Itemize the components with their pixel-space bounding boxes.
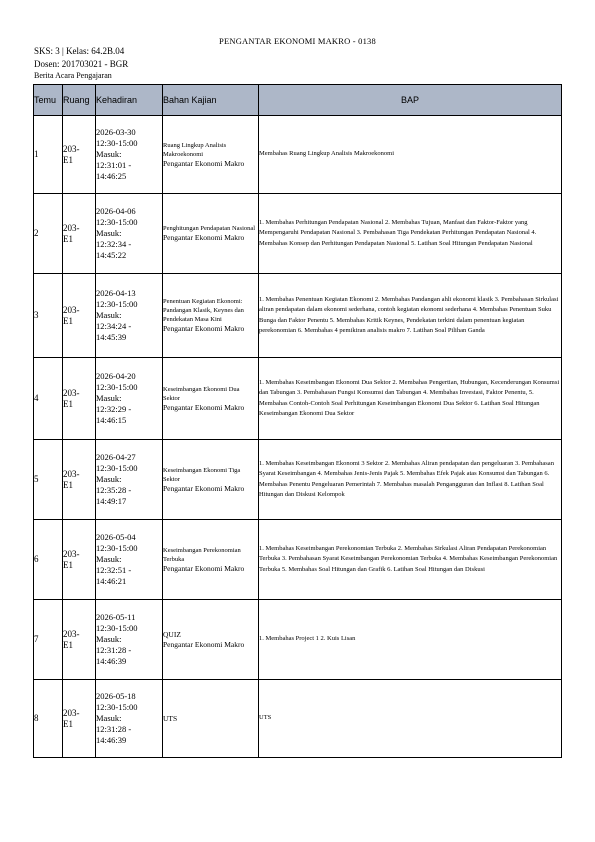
- table-row: [34, 680, 562, 758]
- dosen-line: Dosen: 201703021 - BGR: [34, 59, 129, 69]
- header-bahan-kajian: Bahan Kajian: [163, 85, 259, 116]
- sks-kelas-line: SKS: 3 | Kelas: 64.2B.04: [34, 46, 125, 56]
- kehadiran-schedule: 12:30-15:00: [96, 702, 138, 712]
- cell-ruang: [63, 600, 96, 680]
- kehadiran-date: 2026-04-27: [96, 452, 136, 462]
- kehadiran-keluar-time: 14:49:17: [96, 496, 127, 506]
- cell-ruang: [63, 520, 96, 600]
- kehadiran-keluar-time: 14:45:22: [96, 250, 127, 260]
- table-row: [34, 520, 562, 600]
- ruang-suffix: E1: [63, 315, 73, 326]
- bahan-course: Pengantar Ekonomi Makro: [163, 639, 245, 649]
- kehadiran-masuk-label: Masuk:: [96, 310, 122, 320]
- ruang-code: 203-: [63, 468, 80, 479]
- cell-kehadiran: [96, 600, 163, 680]
- ruang-code: 203-: [63, 707, 80, 718]
- cell-bahan-kajian: [163, 116, 259, 194]
- header-ruang: Ruang: [63, 85, 96, 116]
- bahan-topic: Penghitungan Pendapatan Nasional: [163, 225, 256, 232]
- kehadiran-masuk-label: Masuk:: [96, 554, 122, 564]
- cell-kehadiran: [96, 116, 163, 194]
- kehadiran-masuk-time: 12:35:28 -: [96, 485, 132, 495]
- kehadiran-keluar-time: 14:46:25: [96, 171, 127, 181]
- ruang-code: 203-: [63, 143, 80, 154]
- bahan-topic: Keseimbangan Perekonomian Terbuka: [163, 546, 241, 563]
- table-row: [34, 358, 562, 440]
- cell-temu: 1: [34, 116, 63, 194]
- kehadiran-masuk-label: Masuk:: [96, 713, 122, 723]
- kehadiran-masuk-label: Masuk:: [96, 149, 122, 159]
- cell-bap: 1. Membahas Keseimbangan Ekonomi Dua Sektor 2. Membahas Pengertian, Hubungan, Kecenderungan Konsumsi dan Tabungan 3. Pembahasan Fungsi Konsumsi dan Tabungan 4. Membahas Investasi, Faktor Penentu, 5. Membahas Contoh-Contoh Soal Perhitungan Keseimbangan Ekonomi Dua Sektor 6. Latihan Soal Hitungan Keseimbangan Ekonomi Dua Sektor: [259, 358, 562, 440]
- bahan-topic: Keseimbangan Ekonomi Tiga Sektor: [163, 466, 241, 483]
- kehadiran-date: 2026-05-18: [96, 691, 136, 701]
- cell-bap: 1. Membahas Perhitungan Pendapatan Nasional 2. Membahas Tujuan, Manfaat dan Faktor-Faktor yang Mempengaruhi Pendapatan Nasional 3. Pembahasan Tiga Pendekatan Perhitungan Pendapatan Nasional 4. Membahas Konsep dan Perhitungan Pendapatan Nasional 5. Latihan Soal Hitungan Pendapatan Nasional: [259, 194, 562, 274]
- kehadiran-masuk-time: 12:31:28 -: [96, 724, 132, 734]
- cell-temu: 3: [34, 274, 63, 358]
- kehadiran-schedule: 12:30-15:00: [96, 543, 138, 553]
- kehadiran-schedule: 12:30-15:00: [96, 623, 138, 633]
- kehadiran-date: 2026-03-30: [96, 127, 136, 137]
- cell-ruang: [63, 116, 96, 194]
- cell-temu: 2: [34, 194, 63, 274]
- bahan-topic: UTS: [163, 713, 178, 723]
- kehadiran-masuk-label: Masuk:: [96, 634, 122, 644]
- cell-bap: 1. Membahas Penentuan Kegiatan Ekonomi 2. Membahas Pandangan ahli ekonomi klasik 3. Pembahasan Sirkulasi aliran pendapatan dalam ekonomi sederhana, contoh kegiatan ekonomi sederhana 4. Membahas Penentuan Suku Bunga dan Faktor Penentu 5. Membahas Kritik Keynes, Pendekatan terkini dalam penentuan kegiatan perekonomian 6. Membahas 4 pemikiran analisis makro 7. Latihan Soal Pilihan Ganda: [259, 274, 562, 358]
- cell-kehadiran: [96, 194, 163, 274]
- cell-bap: UTS: [259, 680, 562, 758]
- kehadiran-masuk-label: Masuk:: [96, 474, 122, 484]
- cell-bahan-kajian: [163, 440, 259, 520]
- cell-ruang: [63, 358, 96, 440]
- table-row: [34, 116, 562, 194]
- bahan-course: Pengantar Ekonomi Makro: [163, 483, 245, 493]
- kehadiran-masuk-time: 12:31:28 -: [96, 645, 132, 655]
- kehadiran-schedule: 12:30-15:00: [96, 463, 138, 473]
- ruang-code: 203-: [63, 387, 80, 398]
- cell-bahan-kajian: [163, 274, 259, 358]
- kehadiran-schedule: 12:30-15:00: [96, 138, 138, 148]
- kehadiran-masuk-label: Masuk:: [96, 228, 122, 238]
- cell-ruang: [63, 440, 96, 520]
- bahan-course: Pengantar Ekonomi Makro: [163, 233, 245, 242]
- kehadiran-masuk-time: 12:32:29 -: [96, 404, 132, 414]
- cell-temu: 6: [34, 520, 63, 600]
- kehadiran-keluar-time: 14:46:15: [96, 415, 127, 425]
- table-row: [34, 194, 562, 274]
- cell-bahan-kajian: [163, 520, 259, 600]
- bahan-topic: QUIZ: [163, 629, 181, 639]
- cell-kehadiran: [96, 520, 163, 600]
- header-kehadiran: Kehadiran: [96, 85, 163, 116]
- kehadiran-date: 2026-04-06: [96, 206, 136, 216]
- berita-acara-label: Berita Acara Pengajaran: [34, 71, 112, 80]
- document-title: PENGANTAR EKONOMI MAKRO - 0138: [219, 36, 376, 46]
- kehadiran-masuk-time: 12:32:34 -: [96, 239, 132, 249]
- kehadiran-masuk-time: 12:31:01 -: [96, 160, 132, 170]
- kehadiran-schedule: 12:30-15:00: [96, 382, 138, 392]
- cell-bahan-kajian: [163, 194, 259, 274]
- kehadiran-keluar-time: 14:46:39: [96, 656, 127, 666]
- table-row: [34, 274, 562, 358]
- table-row: [34, 440, 562, 520]
- kehadiran-date: 2026-04-20: [96, 371, 136, 381]
- ruang-suffix: E1: [63, 639, 73, 650]
- bahan-topic: Ruang Lingkup Analisis Makroekonomi: [163, 141, 227, 158]
- cell-ruang: [63, 194, 96, 274]
- cell-kehadiran: [96, 274, 163, 358]
- kehadiran-schedule: 12:30-15:00: [96, 299, 138, 309]
- kehadiran-keluar-time: 14:46:21: [96, 576, 127, 586]
- header-bap: BAP: [259, 85, 562, 116]
- ruang-code: 203-: [63, 548, 80, 559]
- ruang-suffix: E1: [63, 233, 73, 244]
- cell-temu: 5: [34, 440, 63, 520]
- table-row: [34, 600, 562, 680]
- cell-ruang: [63, 274, 96, 358]
- bahan-topic: Keseimbangan Ekonomi Dua Sektor: [163, 385, 240, 402]
- cell-temu: 8: [34, 680, 63, 758]
- cell-temu: 7: [34, 600, 63, 680]
- bahan-course: Pengantar Ekonomi Makro: [163, 563, 245, 573]
- ruang-code: 203-: [63, 222, 80, 233]
- cell-bahan-kajian: [163, 600, 259, 680]
- kehadiran-masuk-label: Masuk:: [96, 393, 122, 403]
- bahan-course: Pengantar Ekonomi Makro: [163, 402, 245, 412]
- kehadiran-masuk-time: 12:32:51 -: [96, 565, 132, 575]
- kehadiran-keluar-time: 14:46:39: [96, 735, 127, 745]
- kehadiran-schedule: 12:30-15:00: [96, 217, 138, 227]
- kehadiran-keluar-time: 14:45:39: [96, 332, 127, 342]
- bahan-topic: Penentuan Kegiatan Ekonomi: Pandangan Klasik, Keynes dan Pendekatan Masa Kini: [163, 298, 244, 323]
- ruang-suffix: E1: [63, 559, 73, 570]
- cell-bap: 1. Membahas Keseimbangan Perekonomian Terbuka 2. Membahas Sirkulasi Aliran Pendapatan Perekonomian Terbuka 3. Pembahasan Syarat Keseimbangan Perekonomian Terbuka 4. Membahas Keseimbangan Perekonomian Terbuka 5. Membahas Soal Hitungan dan Grafik 6. Latihan Soal Hitungan dan Diskusi: [259, 520, 562, 600]
- ruang-suffix: E1: [63, 718, 73, 729]
- cell-kehadiran: [96, 680, 163, 758]
- ruang-code: 203-: [63, 628, 80, 639]
- cell-kehadiran: [96, 440, 163, 520]
- cell-bap: Membahas Ruang Lingkup Analisis Makroekonomi: [259, 116, 562, 194]
- bap-table: [33, 84, 562, 758]
- bahan-course: Pengantar Ekonomi Makro: [163, 324, 245, 333]
- kehadiran-masuk-time: 12:34:24 -: [96, 321, 132, 331]
- cell-bahan-kajian: [163, 680, 259, 758]
- ruang-suffix: E1: [63, 479, 73, 490]
- ruang-suffix: E1: [63, 154, 73, 165]
- cell-bap: 1. Membahas Project 1 2. Kuis Lisan: [259, 600, 562, 680]
- ruang-suffix: E1: [63, 398, 73, 409]
- kehadiran-date: 2026-05-11: [96, 612, 136, 622]
- cell-bahan-kajian: [163, 358, 259, 440]
- cell-temu: 4: [34, 358, 63, 440]
- kehadiran-date: 2026-05-04: [96, 532, 136, 542]
- bahan-course: Pengantar Ekonomi Makro: [163, 158, 245, 168]
- table-header-row: [34, 85, 562, 116]
- cell-ruang: [63, 680, 96, 758]
- ruang-code: 203-: [63, 304, 80, 315]
- cell-kehadiran: [96, 358, 163, 440]
- kehadiran-date: 2026-04-13: [96, 288, 136, 298]
- cell-bap: 1. Membahas Keseimbangan Ekonomi 3 Sektor 2. Membahas Aliran pendapatan dan pengeluaran 3. Pembahasan Syarat Keseimbangan 4. Membahas Jenis-Jenis Pajak 5. Membahas Efek Pajak atas Konsumsi dan Tabungan 6. Membahas Penentu Pengeluaran Pemerintah 7. Membahas masalah Pengangguran dan Inflasi 8. Latihan Soal Hitungan dan Diskusi Kelompok: [259, 440, 562, 520]
- header-temu: Temu: [34, 85, 63, 116]
